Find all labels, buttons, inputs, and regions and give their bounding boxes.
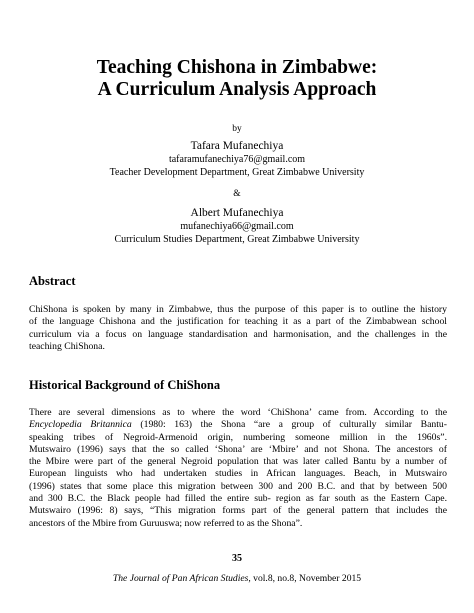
author-2-name: Albert Mufanechiya [190, 207, 284, 219]
background-heading: Historical Background of ChiShona [29, 378, 221, 392]
author-2-email: mufanechiya66@gmail.com [180, 221, 294, 232]
abstract-line: ChiShona is spoken by many in Zimbabwe, thus the purpose of this paper is to outline the history [29, 304, 447, 315]
journal-footer [0, 573, 474, 584]
encyclopedia-title: Encyclopedia Britannica [29, 419, 132, 431]
author-1-email: tafaramufanechiya76@gmail.com [168, 154, 306, 165]
background-line: and 300 B.C. the Black people had filled the entire sub- region as far south as the Eastern Cape. [29, 493, 447, 505]
background-line: ancestors of the Mbire from Guruuswa; now referred to as the Shona”. [29, 517, 303, 529]
background-line: European linguists who had undertaken studies in African languages. Beach, in Mutswairo [29, 468, 447, 480]
background-line: speaking tribes of Negroid-Armenoid origin, numbering someone million in the 1960s”. [29, 431, 447, 443]
page-number: 35 [232, 553, 242, 564]
journal-name: The Journal of Pan African Studies [112, 573, 249, 584]
abstract-heading: Abstract [29, 274, 76, 288]
background-line: Mutswairo (1996: 8) says, “This migration forms part of the general pattern that includes the [29, 505, 447, 517]
author-1-affiliation: Teacher Development Department, Great Zimbabwe University [109, 167, 365, 178]
author-separator: & [233, 189, 241, 199]
background-paragraph [29, 407, 447, 530]
paper-title-line-2: A Curriculum Analysis Approach [97, 79, 377, 100]
background-line: (1996) states that some place this migration between 300 and 200 B.C. and that by between 500 [29, 480, 447, 492]
author-1-name: Tafara Mufanechiya [190, 140, 284, 152]
background-line-rest: (1980: 163) the Shona “are a group of culturally similar Bantu- [131, 419, 447, 431]
abstract-line: curriculum via a focus on language standardisation and harmonisation, and the challenges in the [29, 328, 447, 340]
background-line [29, 419, 447, 431]
by-label: by [232, 124, 242, 134]
background-line: Mutswairo (1996) says that the so called ‘Shona’ are ‘Mbire’ and not Shona. The ancestors of [29, 443, 447, 455]
abstract-paragraph [29, 304, 447, 353]
abstract-line: teaching ChiShona. [29, 340, 105, 352]
abstract-line: of the language Chishona and the justification for teaching it as a part of the Zimbabwean school [29, 316, 447, 328]
paper-title-line-1: Teaching Chishona in Zimbabwe: [96, 57, 378, 78]
author-2-affiliation: Curriculum Studies Department, Great Zimbabwe University [114, 234, 360, 245]
background-line: There are several dimensions as to where the word ‘ChiShona’ came from. According to the [29, 407, 447, 418]
background-line: the Mbire were part of the general Negroid population that was later called Bantu by a number of [29, 456, 447, 468]
journal-details: , vol.8, no.8, November 2015 [248, 573, 362, 584]
